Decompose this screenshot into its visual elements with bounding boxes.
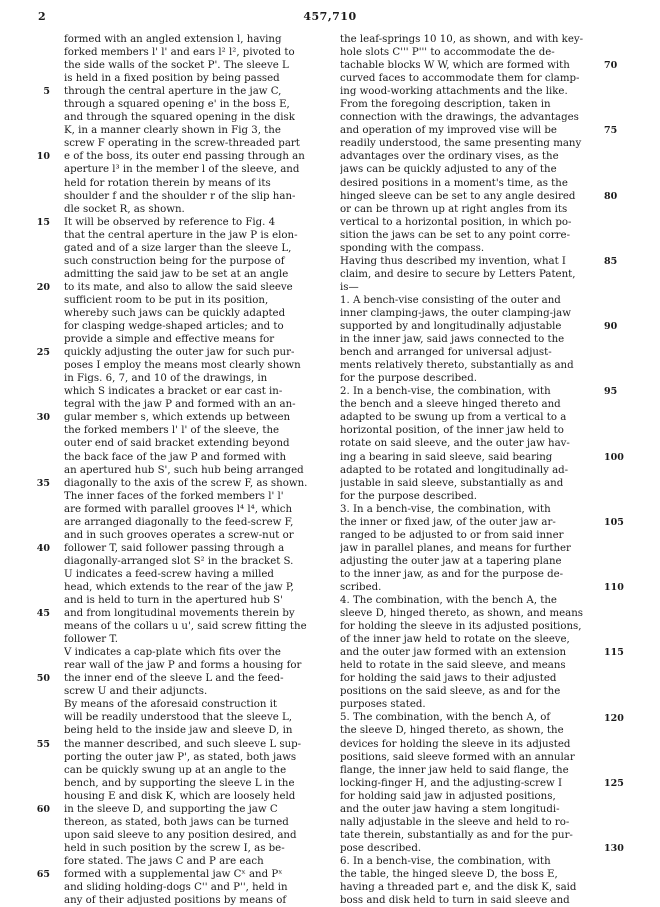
text-line: positions, said sleeve formed with an annular <box>340 751 575 763</box>
text-line: the inner or fixed jaw, of the outer jaw ar- <box>340 516 556 528</box>
text-line: 2. In a bench-vise, the combination, with <box>340 386 551 398</box>
margin-line-number: 20 <box>36 281 50 293</box>
margin-line-number: 115 <box>604 647 624 659</box>
text-line: adjusting the outer jaw at a tapering plane <box>340 555 562 567</box>
text-line: dle socket R, as shown. <box>64 203 185 215</box>
text-line: outer end of said bracket extending beyond <box>64 438 290 450</box>
text-line: tegral with the jaw P and formed with an an- <box>64 399 296 411</box>
text-line: ments relatively thereto, substantially as and <box>340 360 574 372</box>
text-line: locking-finger H, and the adjusting-screw I <box>340 777 562 789</box>
text-line: and sliding holding-dogs C'' and P'', held in <box>64 882 288 894</box>
margin-line-number: 130 <box>604 843 624 855</box>
text-line: 1. A bench-vise consisting of the outer and <box>340 294 561 306</box>
text-line: adapted to be swung up from a vertical to a <box>340 412 567 424</box>
text-line: supported by and longitudinally adjustable <box>340 321 562 333</box>
text-line: boss and disk held to turn in said sleeve and <box>340 895 570 907</box>
text-line: the back face of the jaw P and formed with <box>64 451 287 463</box>
text-line: the inner end of the sleeve L and the feed- <box>64 673 284 685</box>
text-line: the forked members l' l' of the sleeve, the <box>64 425 280 437</box>
text-line: sufficient room to be put in its position, <box>64 294 269 306</box>
text-line: having a threaded part e, and the disk K, said <box>340 882 577 894</box>
text-line: follower T. <box>64 634 118 646</box>
text-line: the side walls of the socket P'. The sleeve L <box>64 60 289 72</box>
text-line: follower T, said follower passing through a <box>64 542 285 554</box>
text-line: ing wood-working attachments and the like. <box>340 86 568 98</box>
text-line: to the inner jaw, as and for the purpose de- <box>340 568 564 580</box>
text-line: claim, and desire to secure by Letters Patent, <box>340 268 576 280</box>
text-line: screw U and their adjuncts. <box>64 686 208 698</box>
text-line: advantages over the ordinary vises, as the <box>340 151 559 163</box>
text-line: K, in a manner clearly shown in Fig 3, the <box>64 125 281 137</box>
text-line: 6. In a bench-vise, the combination, with <box>340 855 551 867</box>
text-line: held in such position by the screw I, as be- <box>64 842 285 854</box>
text-line: vertical to a horizontal position, in which po- <box>340 216 572 228</box>
text-line: jaws can be quickly adjusted to any of the <box>340 164 557 176</box>
text-line: and in such grooves operates a screw-nut or <box>64 529 294 541</box>
text-line: readily understood, the same presenting many <box>340 138 582 150</box>
margin-line-number: 70 <box>604 60 618 72</box>
text-line: held for rotation therein by means of its <box>64 177 271 189</box>
text-line: and the outer jaw having a stem longitudi- <box>340 803 560 815</box>
text-line: rear wall of the jaw P and forms a housing for <box>64 660 302 672</box>
text-line: are formed with parallel grooves l⁴ l⁴, which <box>64 503 293 515</box>
margin-line-number: 105 <box>604 516 624 528</box>
text-line: horizontal position, of the inner jaw held to <box>340 425 564 437</box>
patent-number: 457,710 <box>303 10 357 23</box>
text-line: which S indicates a bracket or ear cast in- <box>64 386 283 398</box>
text-line: sleeve D, hinged thereto, as shown, and means <box>340 608 583 620</box>
text-line: positions on the said sleeve, as and for the <box>340 686 561 698</box>
text-line: to its mate, and also to allow the said sleeve <box>64 281 293 293</box>
text-line: the leaf-springs 10 10, as shown, and with key- <box>340 34 584 45</box>
margin-line-number: 90 <box>604 321 618 333</box>
text-line: shoulder f and the shoulder r of the slip han- <box>64 190 296 202</box>
text-line: tate therein, substantially as and for the pur- <box>340 829 573 841</box>
text-line: being held to the inside jaw and sleeve D, in <box>64 725 293 737</box>
text-line: jaw in parallel planes, and means for further <box>340 542 571 554</box>
text-line: for the purpose described. <box>340 373 477 385</box>
text-line: the sleeve D, hinged thereto, as shown, the <box>340 725 564 737</box>
text-line: in the sleeve D, and supporting the jaw C <box>64 803 278 815</box>
text-line: the manner described, and such sleeve L sup- <box>64 738 302 750</box>
margin-line-number: 15 <box>36 216 50 228</box>
margin-line-number: 40 <box>36 542 50 554</box>
text-line: whereby such jaws can be quickly adapted <box>64 307 286 319</box>
margin-line-number: 85 <box>604 255 618 267</box>
text-line: tachable blocks W W, which are formed with <box>340 60 570 72</box>
margin-line-number: 5 <box>43 86 50 98</box>
text-line: 4. The combination, with the bench A, the <box>340 595 557 607</box>
text-line: any of their adjusted positions by means of <box>64 895 287 907</box>
text-line: flange, the inner jaw held to said flange, the <box>340 764 569 776</box>
text-line: diagonally-arranged slot S² in the bracket S. <box>64 555 294 567</box>
margin-line-number: 60 <box>36 803 50 815</box>
text-line: and through the squared opening in the disk <box>64 112 295 124</box>
margin-line-number: 75 <box>604 125 618 137</box>
text-line: for holding the said jaws to their adjusted <box>340 673 557 685</box>
text-line: will be readily understood that the sleeve L, <box>64 712 292 724</box>
margin-line-number: 50 <box>36 673 50 685</box>
text-line: housing E and disk K, which are loosely held <box>64 790 296 802</box>
margin-line-number: 125 <box>604 777 624 789</box>
margin-line-number: 120 <box>604 712 624 724</box>
text-line: adapted to be rotated and longitudinally ad- <box>340 464 569 476</box>
text-line: bench and arranged for universal adjust- <box>340 347 552 359</box>
text-line: gated and of a size larger than the sleeve L, <box>64 242 292 254</box>
text-line: bench, and by supporting the sleeve L in the <box>64 777 295 789</box>
margin-line-number: 95 <box>604 386 618 398</box>
text-line: scribed. <box>340 581 382 593</box>
text-line: of the inner jaw held to rotate on the sleeve, <box>340 634 570 646</box>
text-line: connection with the drawings, the advantages <box>340 112 579 124</box>
text-line: formed with an angled extension l, having <box>64 34 282 45</box>
text-line: for the purpose described. <box>340 490 477 502</box>
text-line: for holding the sleeve in its adjusted positions, <box>340 621 582 633</box>
text-line: or can be thrown up at right angles from its <box>340 203 568 215</box>
text-line: sponding with the compass. <box>340 242 485 254</box>
text-line: 5. The combination, with the bench A, of <box>340 712 551 724</box>
text-line: means of the collars u u', said screw fitting the <box>64 621 307 633</box>
text-line: 3. In a bench-vise, the combination, with <box>340 503 551 515</box>
text-line: V indicates a cap-plate which fits over the <box>64 647 281 659</box>
margin-line-number: 55 <box>36 738 50 750</box>
text-line: e of the boss, its outer end passing through an <box>64 151 305 163</box>
text-line: Having thus described my invention, what I <box>340 255 566 267</box>
text-line: such construction being for the purpose of <box>64 255 285 267</box>
text-line: hinged sleeve can be set to any angle desired <box>340 190 576 202</box>
text-line: and from longitudinal movements therein by <box>64 608 295 620</box>
margin-line-number: 80 <box>604 190 618 202</box>
text-line: can be quickly swung up at an angle to the <box>64 764 287 776</box>
margin-line-number: 25 <box>36 347 50 359</box>
text-line: for clasping wedge-shaped articles; and to <box>64 321 284 333</box>
text-line: inner clamping-jaws, the outer clamping-jaw <box>340 307 571 319</box>
text-line: is— <box>340 281 359 293</box>
right-text-column <box>340 33 600 907</box>
text-line: quickly adjusting the outer jaw for such pur- <box>64 347 295 359</box>
text-line: fore stated. The jaws C and P are each <box>64 855 264 867</box>
text-line: screw F operating in the screw-threaded part <box>64 138 300 150</box>
text-line: an apertured hub S', such hub being arranged <box>64 464 304 476</box>
text-line: U indicates a feed-screw having a milled <box>64 568 274 580</box>
page-number: 2 <box>38 10 46 23</box>
text-line: in Figs. 6, 7, and 10 of the drawings, in <box>64 373 268 385</box>
text-line: upon said sleeve to any position desired, and <box>64 829 297 841</box>
margin-line-number: 35 <box>36 477 50 489</box>
text-line: forked members l' l' and ears l² l², pivoted to <box>64 47 295 59</box>
text-line: head, which extends to the rear of the jaw P, <box>64 581 294 593</box>
text-line: porting the outer jaw P', as stated, both jaws <box>64 751 297 763</box>
text-line: through the central aperture in the jaw C, <box>64 86 282 98</box>
text-line: the bench and a sleeve hinged thereto and <box>340 399 561 411</box>
text-line: gular member s, which extends up between <box>64 412 291 424</box>
margin-line-number: 100 <box>604 451 624 463</box>
text-line: and the outer jaw formed with an extension <box>340 647 567 659</box>
text-line: thereon, as stated, both jaws can be turned <box>64 816 289 828</box>
text-line: formed with a supplemental jaw Cˣ and Pˣ <box>64 869 283 880</box>
text-line: purposes stated. <box>340 699 426 711</box>
text-line: poses I employ the means most clearly shown <box>64 360 301 372</box>
text-line: From the foregoing description, taken in <box>340 99 551 111</box>
text-line: By means of the aforesaid construction it <box>64 699 278 711</box>
margin-line-number: 110 <box>604 582 624 594</box>
text-line: It will be observed by reference to Fig. 4 <box>64 216 276 228</box>
text-line: diagonally to the axis of the screw F, as shown. <box>64 477 308 489</box>
text-line: is held in a fixed position by being passed <box>64 73 280 85</box>
text-line: justable in said sleeve, substantially as and <box>340 477 564 489</box>
text-line: are arranged diagonally to the feed-screw F, <box>64 516 294 528</box>
margin-line-number: 65 <box>36 869 50 881</box>
text-line: devices for holding the sleeve in its adjusted <box>340 738 571 750</box>
margin-line-number: 10 <box>36 151 50 163</box>
text-line: in the inner jaw, said jaws connected to the <box>340 334 565 346</box>
text-line: provide a simple and effective means for <box>64 334 275 346</box>
text-line: ing a bearing in said sleeve, said bearing <box>340 451 553 463</box>
text-line: and is held to turn in the apertured hub S' <box>64 595 283 607</box>
text-line: curved faces to accommodate them for clamp- <box>340 73 580 85</box>
margin-line-number: 45 <box>36 608 50 620</box>
text-line: pose described. <box>340 842 422 854</box>
text-line: the table, the hinged sleeve D, the boss E, <box>340 869 558 880</box>
text-line: admitting the said jaw to be set at an angle <box>64 268 289 280</box>
text-line: that the central aperture in the jaw P is elon- <box>64 229 298 241</box>
text-line: desired positions in a moment's time, as the <box>340 177 568 189</box>
text-line: for holding said jaw in adjusted positions, <box>340 790 556 802</box>
text-line: and operation of my improved vise will be <box>340 125 557 137</box>
text-line: sition the jaws can be set to any point corre- <box>340 229 571 241</box>
left-text-column <box>64 33 332 907</box>
text-line: aperture l³ in the member l of the sleeve, and <box>64 164 300 176</box>
text-line: hole slots C''' P''' to accommodate the de- <box>340 47 555 59</box>
text-line: ranged to be adjusted to or from said inner <box>340 529 564 541</box>
text-line: through a squared opening e' in the boss E, <box>64 99 290 111</box>
text-line: nally adjustable in the sleeve and held to ro- <box>340 816 570 828</box>
text-line: rotate on said sleeve, and the outer jaw hav- <box>340 438 570 450</box>
margin-line-number: 30 <box>36 412 50 424</box>
text-line: held to rotate in the said sleeve, and means <box>340 660 566 672</box>
text-line: The inner faces of the forked members l' l' <box>64 490 284 502</box>
